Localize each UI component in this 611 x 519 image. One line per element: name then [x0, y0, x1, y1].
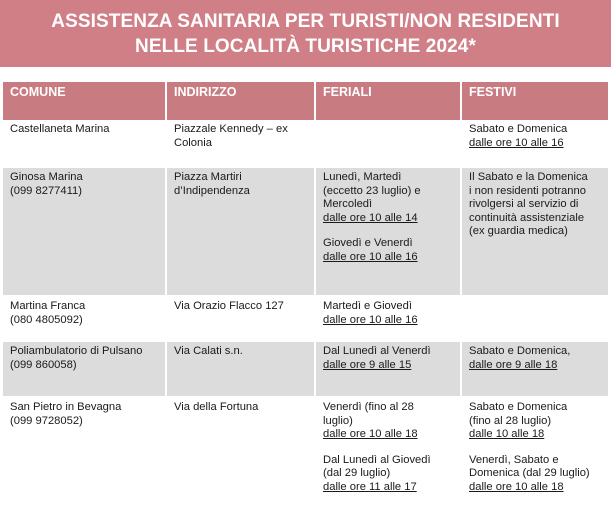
festivi-hours: dalle ore 9 alle 18 [469, 358, 558, 371]
festivi-hours: dalle ore 10 alle 16 [469, 136, 564, 149]
indirizzo-cell [166, 296, 315, 341]
address-line: d’Indipendenza [174, 184, 250, 197]
feriali-days: luglio) [323, 414, 353, 427]
festivi-days: Venerdì, Sabato e [469, 453, 559, 466]
address-line: Via Orazio Flacco 127 [174, 300, 284, 312]
feriali-cell [315, 167, 461, 296]
feriali-cell [315, 397, 461, 511]
feriali-days: (eccetto 23 luglio) e [323, 184, 421, 197]
header-indirizzo: INDIRIZZO [166, 82, 315, 120]
feriali-hours: dalle ore 10 alle 16 [323, 250, 418, 263]
feriali-days: Dal Lunedì al Giovedì [323, 453, 431, 466]
festivi-note: continuità assistenziale [469, 211, 585, 224]
feriali-days: (dal 29 luglio) [323, 467, 391, 480]
comune-phone: (099 860058) [10, 358, 77, 371]
feriali-days: Mercoledì [323, 198, 373, 211]
festivi-note: rivolgersi al servizio di [469, 198, 579, 211]
festivi-cell [461, 296, 608, 341]
address-line: Via della Fortuna [174, 401, 259, 413]
feriali-cell [315, 120, 461, 167]
festivi-days: Sabato e Domenica, [469, 345, 571, 357]
comune-cell [3, 397, 166, 511]
feriali-cell [315, 296, 461, 341]
feriali-hours: dalle ore 10 alle 18 [323, 428, 418, 441]
comune-cell [3, 167, 166, 296]
indirizzo-cell [166, 397, 315, 511]
table-row [3, 341, 608, 397]
address-line: Colonia [174, 136, 212, 149]
table-row [3, 167, 608, 296]
feriali-hours: dalle ore 9 alle 15 [323, 358, 412, 371]
address-line: Via Calati s.n. [174, 345, 243, 357]
feriali-days: Lunedì, Martedì [323, 171, 402, 183]
feriali-hours: dalle ore 11 alle 17 [323, 480, 417, 493]
comune-phone: (099 8277411) [10, 184, 82, 197]
feriali-hours: dalle ore 10 alle 16 [323, 313, 418, 326]
festivi-note: (ex guardia medica) [469, 225, 568, 238]
comune-name: Poliambulatorio di Pulsano [10, 345, 143, 357]
festivi-cell [461, 120, 608, 167]
comune-cell [3, 341, 166, 397]
festivi-note: i non residenti potranno [469, 184, 586, 197]
feriali-hours: dalle ore 10 alle 14 [323, 211, 418, 224]
comune-cell [3, 296, 166, 341]
table-row [3, 296, 608, 341]
table-row [3, 397, 608, 511]
feriali-days: Dal Lunedì al Venerdì [323, 345, 431, 357]
festivi-cell [461, 341, 608, 397]
festivi-days: Domenica (dal 29 luglio) [469, 467, 590, 480]
comune-name: Martina Franca [10, 300, 86, 312]
title-banner [0, 0, 611, 67]
address-line: Piazza Martiri [174, 171, 242, 183]
festivi-days: Sabato e Domenica [469, 401, 568, 413]
header-comune: COMUNE [3, 82, 166, 120]
comune-cell [3, 120, 166, 167]
feriali-days: Martedì e Giovedì [323, 300, 412, 312]
title-line-1: ASSISTENZA SANITARIA PER TURISTI/NON RESIDENTI [51, 11, 560, 32]
table-row [3, 120, 608, 167]
comune-phone: (080 4805092) [10, 313, 83, 326]
comune-phone: (099 9728052) [10, 414, 83, 427]
title-line-2: NELLE LOCALITÀ TURISTICHE 2024* [135, 36, 476, 57]
comune-name: Castellaneta Marina [10, 123, 110, 135]
address-line: Piazzale Kennedy – ex [174, 123, 288, 135]
festivi-cell [461, 167, 608, 296]
comune-name: San Pietro in Bevagna [10, 401, 122, 413]
indirizzo-cell [166, 167, 315, 296]
header-row [3, 82, 608, 120]
schedule-table [3, 82, 608, 512]
indirizzo-cell [166, 120, 315, 167]
festivi-days: Sabato e Domenica [469, 123, 568, 135]
header-festivi: FESTIVI [461, 82, 608, 120]
festivi-hours: dalle ore 10 alle 18 [469, 480, 564, 493]
feriali-days: Giovedì e Venerdì [323, 237, 413, 250]
festivi-cell [461, 397, 608, 511]
indirizzo-cell [166, 341, 315, 397]
festivi-hours: dalle 10 alle 18 [469, 428, 545, 441]
feriali-days: Venerdì (fino al 28 [323, 401, 414, 413]
comune-name: Ginosa Marina [10, 171, 83, 183]
feriali-cell [315, 341, 461, 397]
header-feriali: FERIALI [315, 82, 461, 120]
festivi-days: (fino al 28 luglio) [469, 414, 552, 427]
festivi-note: Il Sabato e la Domenica [469, 171, 588, 183]
